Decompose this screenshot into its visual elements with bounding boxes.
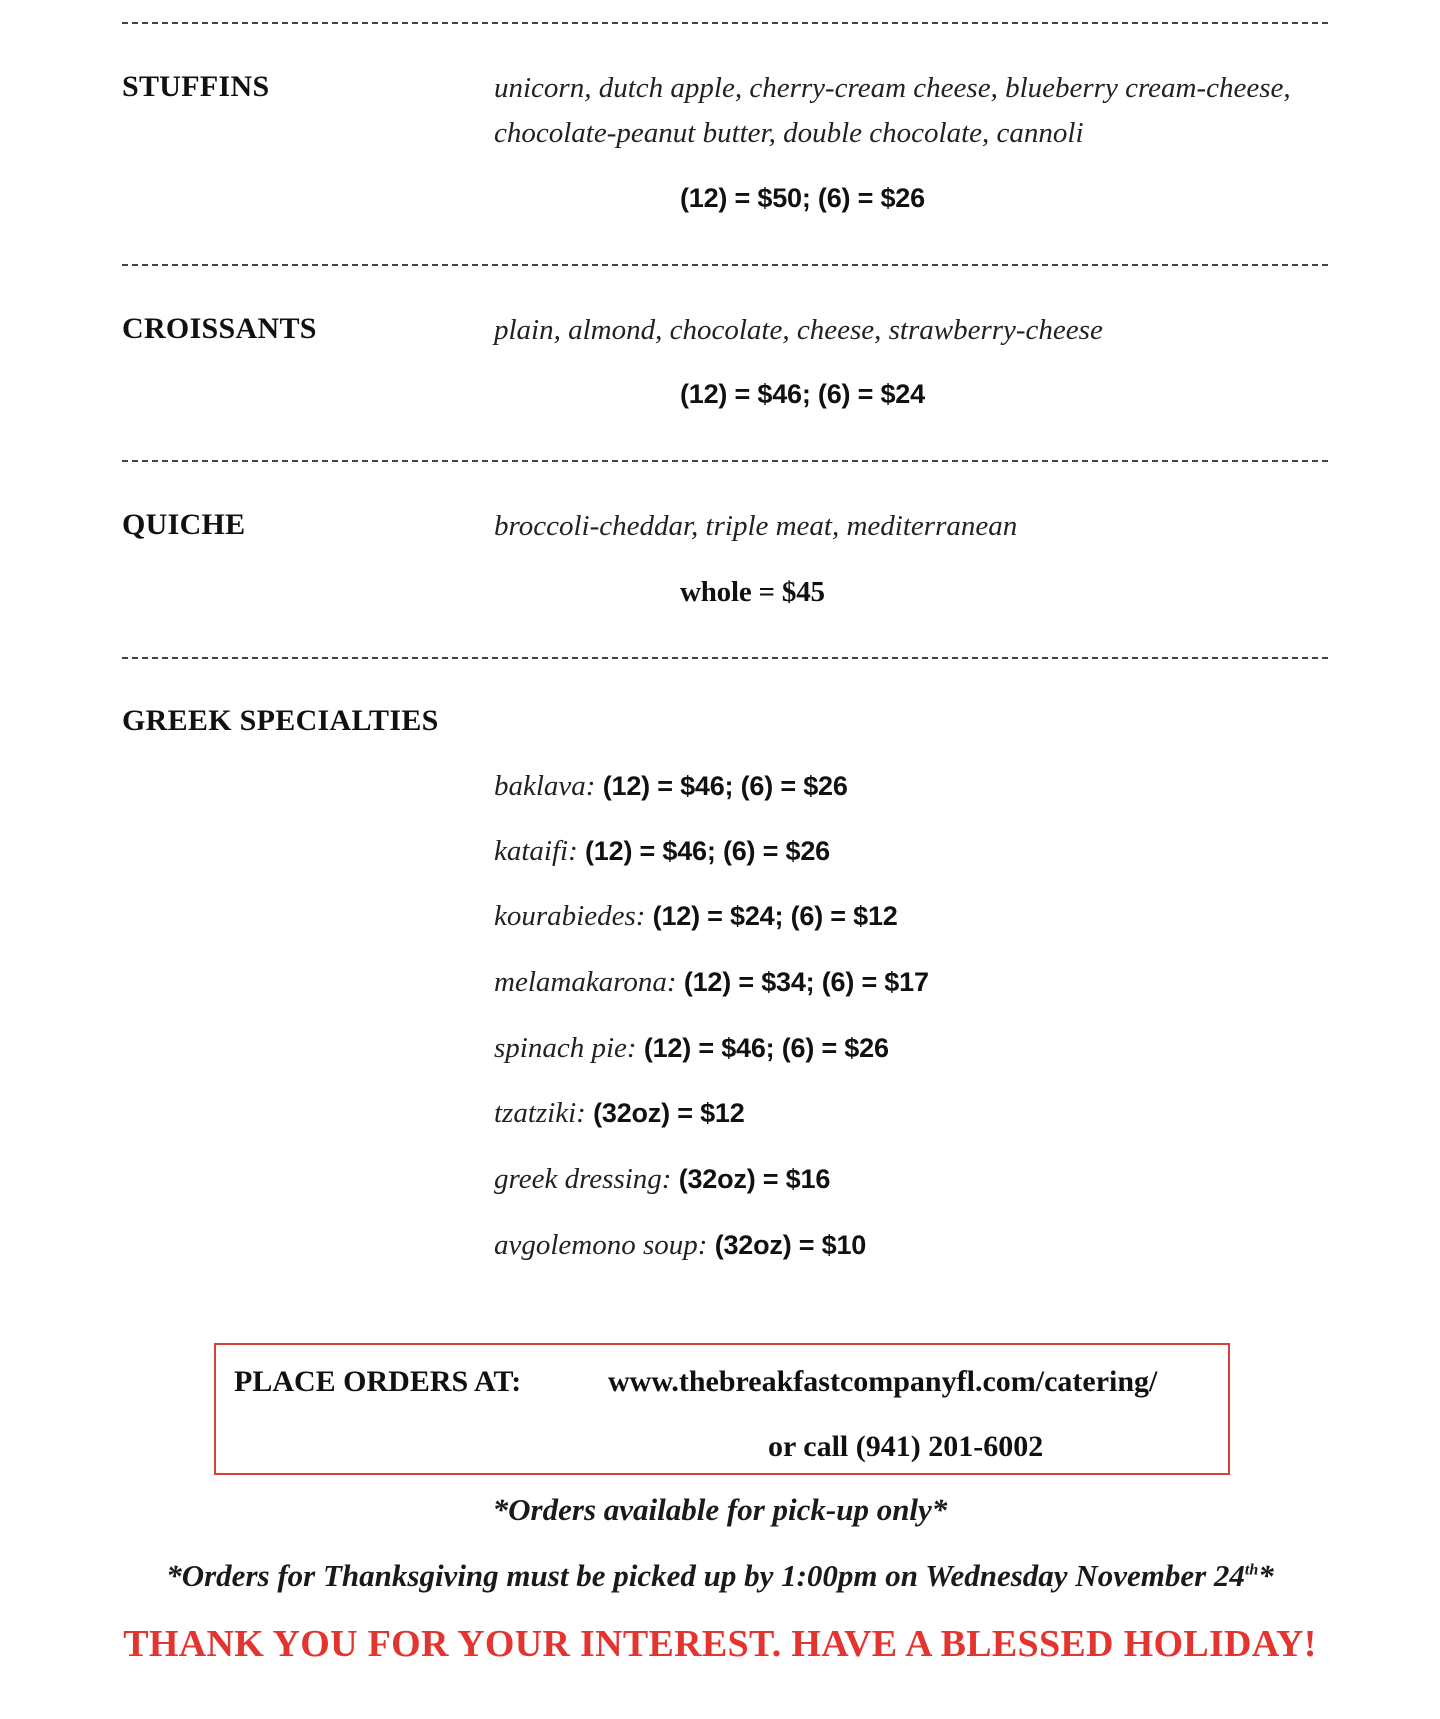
thanksgiving-note-text: *Orders for Thanksgiving must be picked up by 1:00pm on Wednesday November 24 bbox=[166, 1558, 1245, 1593]
greek-specialties-heading: GREEK SPECIALTIES bbox=[122, 704, 439, 737]
stuffins-heading: STUFFINS bbox=[122, 70, 270, 103]
croissants-price: (12) = $46; (6) = $24 bbox=[680, 379, 925, 409]
stuffins-price: (12) = $50; (6) = $26 bbox=[680, 183, 925, 213]
list-item bbox=[494, 1097, 745, 1130]
thank-you-banner: THANK YOU FOR YOUR INTEREST. HAVE A BLESSED HOLIDAY! bbox=[123, 1623, 1317, 1665]
stuffins-flavors-line2: chocolate-peanut butter, double chocolate, cannoli bbox=[494, 117, 1084, 149]
list-item bbox=[494, 1032, 889, 1065]
item-name: greek dressing: bbox=[494, 1163, 672, 1195]
item-price: (32oz) = $12 bbox=[593, 1098, 745, 1128]
item-price: (12) = $34; (6) = $17 bbox=[683, 967, 929, 997]
item-price: (12) = $24; (6) = $12 bbox=[652, 901, 898, 931]
list-item bbox=[494, 1163, 830, 1196]
order-phone: or call (941) 201-6002 bbox=[768, 1430, 1044, 1463]
croissants-flavors: plain, almond, chocolate, cheese, strawberry-cheese bbox=[494, 314, 1103, 346]
order-url-link[interactable]: www.thebreakfastcompanyfl.com/catering/ bbox=[608, 1365, 1158, 1398]
stuffins-flavors-line1: unicorn, dutch apple, cherry-cream cheese, blueberry cream-cheese, bbox=[494, 72, 1291, 104]
item-name: kourabiedes: bbox=[494, 900, 646, 932]
order-label: PLACE ORDERS AT: bbox=[234, 1365, 522, 1398]
item-name: kataifi: bbox=[494, 835, 578, 867]
list-item bbox=[494, 835, 830, 868]
list-item bbox=[494, 770, 848, 803]
list-item bbox=[494, 900, 898, 933]
section-divider bbox=[122, 264, 1328, 266]
item-price: (12) = $46; (6) = $26 bbox=[602, 771, 848, 801]
item-name: melamakarona: bbox=[494, 966, 677, 998]
thanksgiving-note-end: * bbox=[1258, 1558, 1274, 1593]
pickup-note: *Orders available for pick-up only* bbox=[492, 1492, 948, 1527]
item-price: (32oz) = $10 bbox=[714, 1230, 867, 1260]
section-divider bbox=[122, 460, 1328, 462]
list-item bbox=[494, 966, 929, 999]
item-price: (12) = $46; (6) = $26 bbox=[643, 1033, 889, 1063]
quiche-price: whole = $45 bbox=[680, 576, 825, 608]
item-name: avgolemono soup: bbox=[494, 1229, 708, 1261]
item-name: spinach pie: bbox=[494, 1032, 637, 1064]
item-price: (12) = $46; (6) = $26 bbox=[585, 836, 830, 866]
section-divider bbox=[122, 657, 1328, 659]
section-divider bbox=[122, 22, 1328, 24]
quiche-flavors: broccoli-cheddar, triple meat, mediterranean bbox=[494, 510, 1018, 542]
list-item bbox=[494, 1229, 866, 1262]
thanksgiving-note bbox=[0, 1558, 1440, 1594]
item-name: baklava: bbox=[494, 770, 596, 802]
order-info-box bbox=[214, 1343, 1230, 1475]
quiche-heading: QUICHE bbox=[122, 508, 246, 541]
item-price: (32oz) = $16 bbox=[678, 1164, 831, 1194]
croissants-heading: CROISSANTS bbox=[122, 312, 317, 345]
item-name: tzatziki: bbox=[494, 1097, 586, 1129]
thanksgiving-note-ordinal: th bbox=[1244, 1561, 1259, 1579]
